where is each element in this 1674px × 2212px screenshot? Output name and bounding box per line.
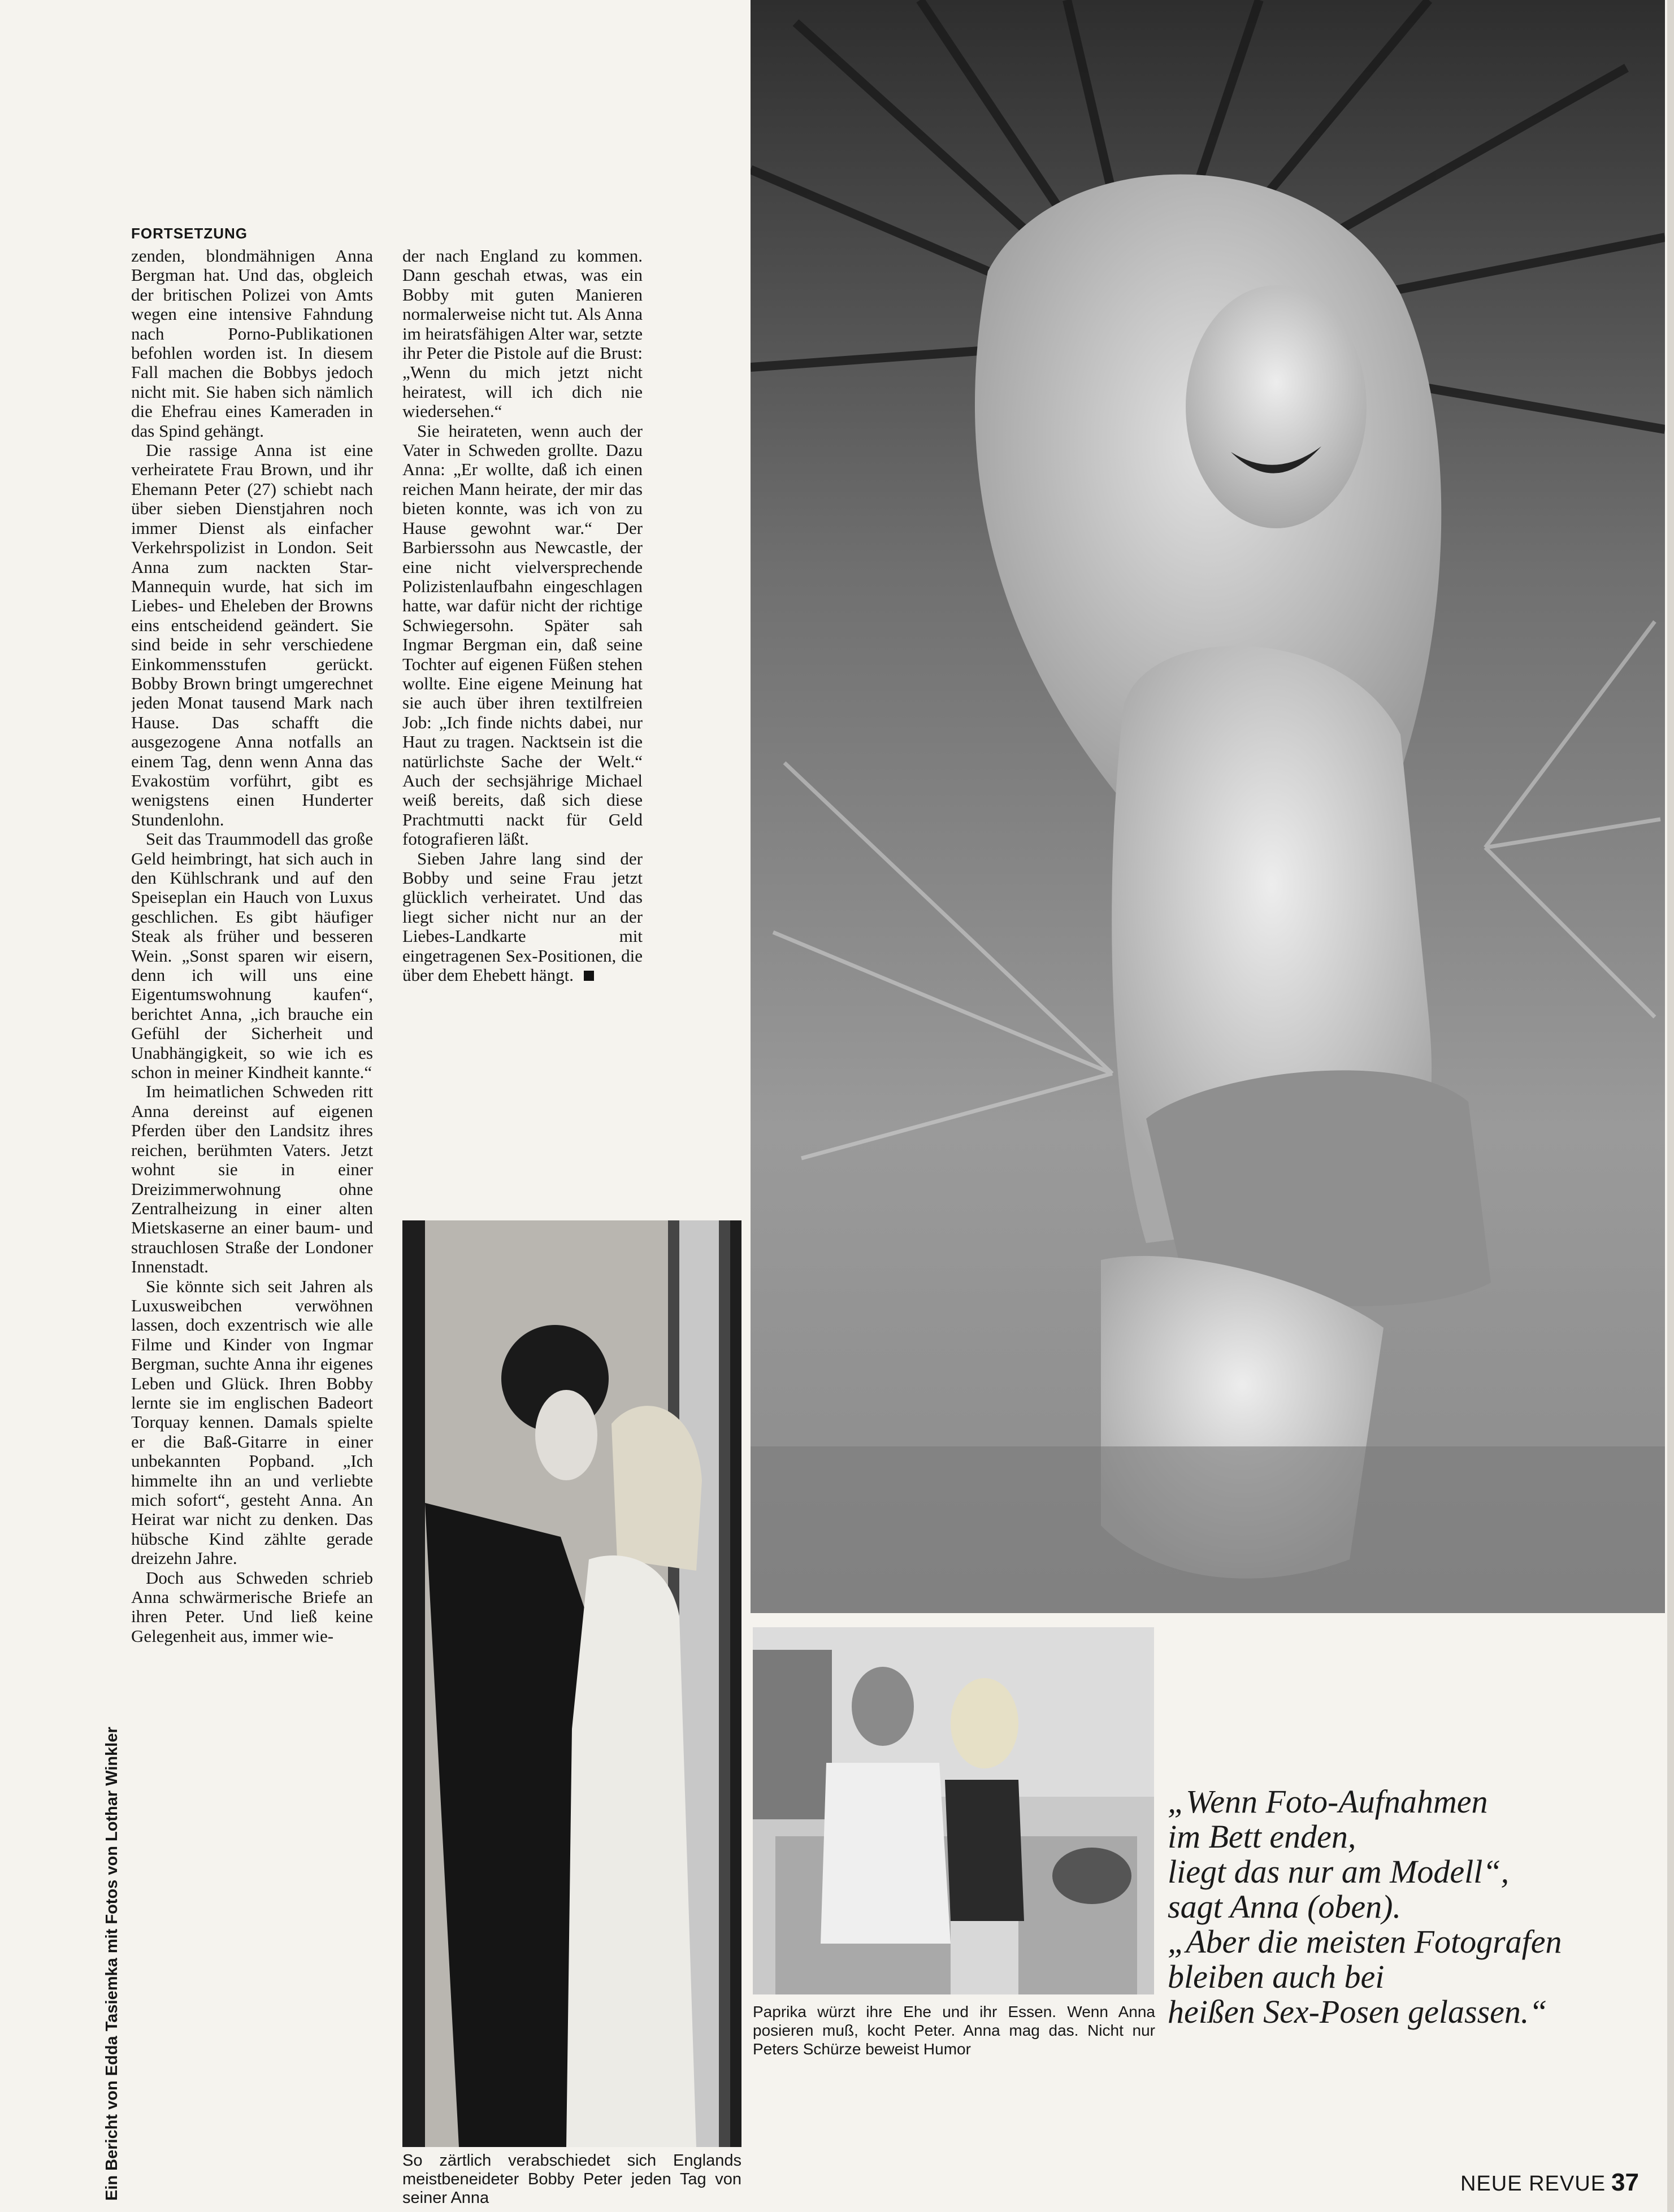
pull-quote	[1168, 1784, 1654, 2030]
photo-police-kiss	[402, 1220, 741, 2147]
article-column-1	[131, 246, 373, 2162]
article-paragraph	[402, 849, 643, 985]
pull-quote-line: bleiben auch bei	[1168, 1958, 1385, 1995]
pull-quote-line: „Wenn Foto-Aufnahmen	[1168, 1783, 1488, 1820]
main-photo-model-palm	[751, 0, 1665, 1613]
main-photo-image	[751, 0, 1665, 1613]
author-photo-credit: Ein Bericht von Edda Tasiemka mit Fotos von Lothar Winkler	[103, 1727, 121, 2201]
article-paragraph: der nach England zu kommen. Dann geschah etwas, was ein Bobby mit guten Manieren normalerweise nicht tut. Als Anna im heiratsfähigen Alter war, setzte ihr Peter die Pistole auf die Brust: „Wenn du mich jetzt nicht heiratest, will ich dich nie wiedersehen.“	[402, 246, 643, 421]
article-paragraph: Sie heirateten, wenn auch der Vater in Schweden grollte. Dazu Anna: „Er wollte, daß ich einen reichen Mann heirate, der mir das bieten konnte, was ich von zu Hause gewohnt war.“ Der Barbierssohn aus Newcastle, der eine nicht vielversprechende Polizistenlaufbahn eingeschlagen hatte, war dafür nicht der richtige Schwiegersohn. Später sah Ingmar Bergman ein, daß seine Tochter auf eigenen Füßen stehen wollte. Eine eigene Meinung hat sie auch über ihren textilfreien Job: „Ich finde nichts dabei, nur Haut zu tragen. Nacktsein ist die natürlichste Sache der Welt.“ Auch der sechsjährige Michael weiß bereits, daß sich diese Prachtmutti nackt für Geld fotografieren läßt.	[402, 420, 643, 849]
pull-quote-line: liegt das nur am Modell“,	[1168, 1853, 1510, 1890]
page-edge	[1667, 0, 1674, 2212]
caption-kitchen-photo: Paprika würzt ihre Ehe und ihr Essen. Wenn Anna posieren muß, kocht Peter. Anna mag das. Nicht nur Peters Schürze beweist Humor	[753, 2003, 1155, 2058]
continuation-kicker: FORTSETZUNG	[131, 225, 248, 242]
page-footer	[1460, 2168, 1639, 2197]
photo-kitchen-image	[753, 1627, 1154, 1994]
magazine-name: NEUE REVUE	[1460, 2172, 1606, 2196]
pull-quote-line: „Aber die meisten Fotografen	[1168, 1923, 1562, 1960]
caption-kiss-photo: So zärtlich verabschiedet sich Englands meistbeneideter Bobby Peter jeden Tag von seiner Anna	[402, 2152, 741, 2207]
photo-police-kiss-image	[402, 1220, 741, 2147]
pull-quote-line: sagt Anna (oben).	[1168, 1888, 1401, 1925]
article-paragraph: Doch aus Schweden schrieb Anna schwärmerische Briefe an ihren Peter. Und ließ keine Gelegenheit aus, immer wie-	[131, 1567, 373, 1646]
pull-quote-line: im Bett enden,	[1168, 1818, 1356, 1855]
article-paragraph-text: Sieben Jahre lang sind der Bobby und seine Frau jetzt glücklich verheiratet. Und das liegt sicher nicht nur an der Liebes-Landkarte mit eingetragenen Sex-Positionen, die über dem Ehebett hängt.	[402, 848, 643, 985]
photo-kitchen	[753, 1627, 1154, 1994]
article-paragraph: Seit das Traummodell das große Geld heimbringt, hat sich auch in den Kühlschrank und auf den Speiseplan ein Hauch von Luxus geschlichen. Es gibt häufiger Steak als früher und besseren Wein. „Sonst sparen wir eisern, denn ich will uns eine Eigentumswohnung kaufen“, berichtet Anna, „ich brauche ein Gefühl der Sicherheit und Unabhängigkeit, so wie ich es schon in meiner Kindheit kannte.“	[131, 829, 373, 1083]
end-of-article-mark	[584, 971, 594, 981]
article-paragraph: Die rassige Anna ist eine verheiratete Frau Brown, und ihr Ehemann Peter (27) schiebt nach über sieben Dienstjahren noch immer Dienst als einfacher Verkehrspolizist in London. Seit Anna zum nackten Star-Mannequin wurde, hat sich im Liebes- und Eheleben der Browns eins entscheidend geändert. Sie sind beide in sehr verschiedene Einkommensstufen gerückt. Bobby Brown bringt umgerechnet jeden Monat tausend Mark nach Hause. Das schafft die ausgezogene Anna notfalls an einem Tag, denn wenn Anna das Evakostüm vorführt, gibt es wenigstens einen Hunderter Stundenlohn.	[131, 440, 373, 829]
pull-quote-line: heißen Sex-Posen gelassen.“	[1168, 1993, 1547, 2030]
article-column-2	[402, 246, 643, 1196]
page-number: 37	[1611, 2168, 1639, 2196]
article-paragraph: Sie könnte sich seit Jahren als Luxusweibchen verwöhnen lassen, doch exzentrisch wie alle Filme und Kinder von Ingmar Bergman, suchte Anna ihr eigenes Leben und Glück. Ihren Bobby lernte sie im englischen Badeort Torquay kennen. Damals spielte er die Baß-Gitarre in einer unbekannten Popband. „Ich himmelte ihn an und verliebte mich sofort“, gesteht Anna. An Heirat war nicht zu denken. Das hübsche Kind zählte gerade dreizehn Jahre.	[131, 1276, 373, 1568]
article-paragraph: zenden, blondmähnigen Anna Bergman hat. Und das, obgleich der britischen Polizei von Amts wegen eine intensive Fahndung nach Porno-Publikationen befohlen worden ist. In diesem Fall machen die Bobbys jedoch nicht mit. Sie haben sich nämlich die Ehefrau eines Kameraden in das Spind gehängt.	[131, 246, 373, 441]
article-paragraph: Im heimatlichen Schweden ritt Anna dereinst auf eigenen Pferden über den Landsitz ihres reichen, berühmten Vaters. Jetzt wohnt sie in einer Dreizimmerwohnung ohne Zentralheizung in einer alten Mietskaserne an einer baum- und strauchlosen Straße der Londoner Innenstadt.	[131, 1081, 373, 1277]
